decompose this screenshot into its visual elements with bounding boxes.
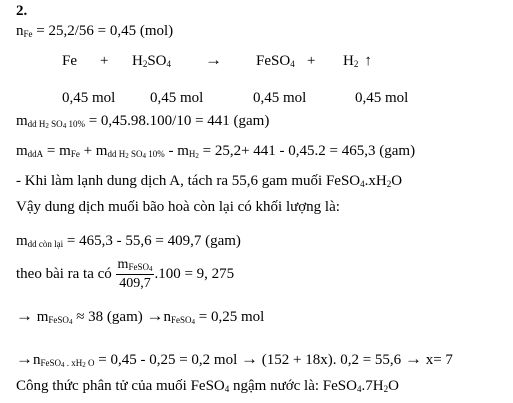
mol-h2so4: 0,45 mol <box>150 90 204 106</box>
line-m-dda: $m_{ddA} = m_{Fe} + m_{dd H2 SO4 10\%} - m_{H2} = 25,2+ 441 - 0,45.2 = 465,3$ (gam) <box>16 143 416 160</box>
fraction: $\frac{m_{FeSO4}}{409,7}$ <box>117 257 153 292</box>
line-cooling: - Khi làm lạnh dung dịch A, tách ra 55,6 gam muối $FeSO_4.xH_2O$ <box>16 173 403 189</box>
eq-feso4: FeSO$_4$ <box>256 53 295 69</box>
eq-h2: $H_2$ ↑ <box>343 53 372 69</box>
eq-arrow: → <box>205 50 222 69</box>
eq-fe: Fe <box>62 53 77 69</box>
line-n-fe: $n_{Fe} = 25,2/56 = 0,45$ (mol) <box>16 23 174 39</box>
line-ratio: theo bài ra ta có $\frac{m_{FeSO4}}{409,7}$ .100 = 9, 275 <box>16 257 235 292</box>
line-formula: Công thức phân tử của muối FeSO$_4$ ngậm nước là: $FeSO_4.7H_2O$ <box>16 378 399 394</box>
eq-plus-1: + <box>100 53 109 69</box>
line-m-remaining: $m_{dd còn lại} = 465,3 - 55,6 = 409,7$ (gam) <box>16 233 241 249</box>
line-n-hydrate: $\to n_{FeSO4 . xH2 O} = 0,45 - 0,25 = 0,2$ mol → (152 + 18x). 0,2 = 55,6 → x= 7 <box>16 349 453 369</box>
eq-h2so4: $H_2SO_4$ <box>132 53 172 69</box>
mol-fe: 0,45 mol <box>62 90 116 106</box>
line-m-dd: $m_{dd H2 SO4 10\%} = 0,45.98.100/10 = 441$ (gam) <box>16 113 270 130</box>
mol-feso4: 0,45 mol <box>253 90 307 106</box>
line-m-feso4: → $m_{FeSO4} \approx 38$ $(gam) \to n_{FeSO4} = 0,25$ mol <box>16 306 265 326</box>
line-saturated: Vậy dung dịch muối bão hoà còn lại có khối lượng là: <box>16 199 340 215</box>
mol-h2: 0,45 mol <box>355 90 409 106</box>
eq-plus-2: + <box>307 53 316 69</box>
heading: 2. <box>16 3 28 19</box>
